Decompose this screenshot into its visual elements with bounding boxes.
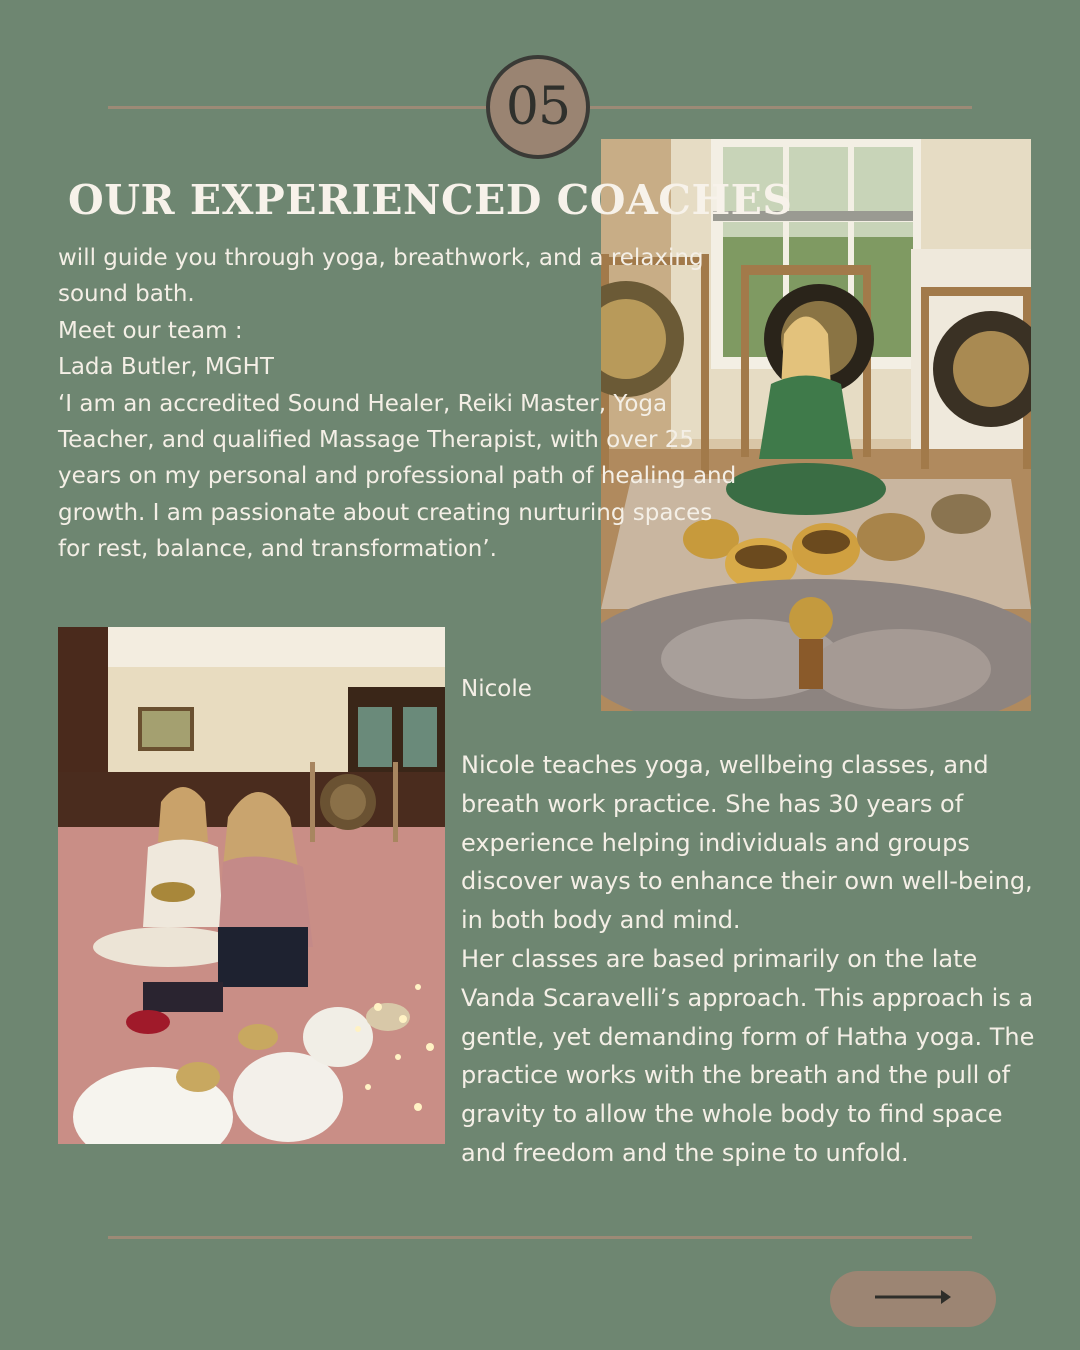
bottom-divider [108,1236,972,1239]
intro-text [58,240,738,568]
nicole-bio-paragraph: Nicole teaches yoga, wellbeing classes, and breath work practice. She has 30 years of experience helping individuals and groups discover ways to enhance their own well-being, in both body and mind. [461,751,1033,935]
next-button[interactable] [830,1271,996,1327]
meet-team-label: Meet our team : [58,317,243,344]
arrow-right-icon [873,1289,953,1309]
section-number: 05 [505,77,571,137]
coach-name-lada: Lada Butler, MGHT [58,354,274,381]
coach-name-nicole: Nicole [461,676,532,702]
nicole-bio [461,746,1041,1173]
page-title: OUR EXPERIENCED COACHES [68,176,793,224]
nicole-bio-paragraph: Her classes are based primarily on the late Vanda Scaravelli’s approach. This approach is a gentle, yet demanding form of Hatha yoga. The practice works with the breath and the pull of gravity to allow the whole body to find space and freedom and the spine to unfold. [461,944,1035,1167]
intro-paragraph: will guide you through yoga, breathwork, and a relaxing sound bath. [58,245,704,308]
section-number-badge [486,55,590,159]
lada-quote: ‘I am an accredited Sound Healer, Reiki Master, Yoga Teacher, and qualified Massage Therapist, with over 25 years on my personal and professional path of healing and growth. I am passionate about creating nurturing spaces for rest, balance, and transformation’. [58,390,737,563]
coaches-crystal-bowls-photo [58,627,445,1144]
